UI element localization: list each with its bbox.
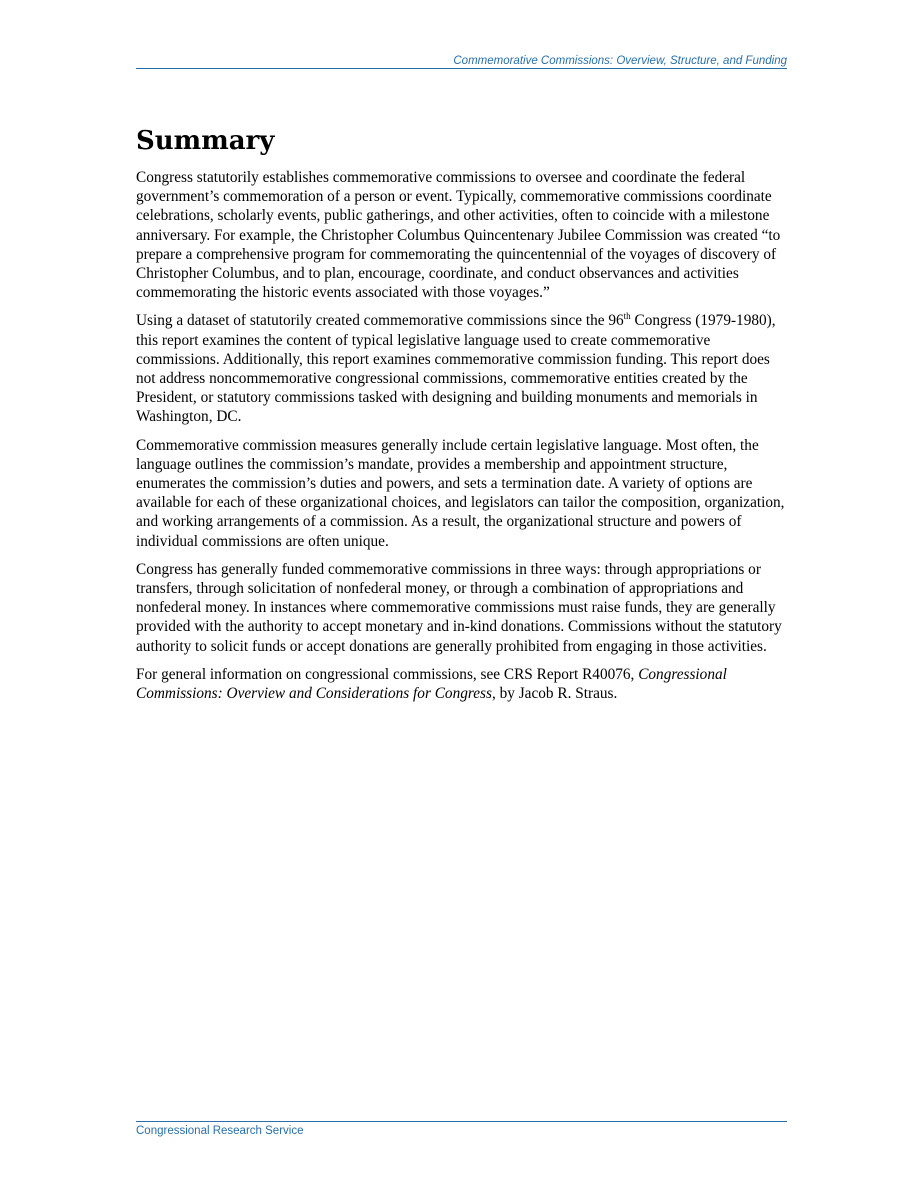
ordinal-superscript: th xyxy=(623,311,631,322)
summary-paragraph-3: Commemorative commission measures generally include certain legislative language. Most often, the language outlines the commission’s mandate, provides a membership and appointment structure, enumerates the commission’s duties and powers, and sets a termination date. A variety of options are available for each of these organizational choices, and legislators can tailor the composition, organization, and working arrangements of a commission. As a result, the organizational structure and powers of individual commissions are often unique. xyxy=(136,436,785,550)
paragraph-2-text-end: Congress (1979-1980), this report examines the content of typical legislative language used to create commemorative commissions. Additionally, this report examines commemorative commission funding. This report does not address noncommemorative congressional commissions, commemorative entities created by the President, or statutory commissions tasked with designing and building monuments and memorials in Washington, DC. xyxy=(136,312,776,426)
summary-paragraph-5 xyxy=(136,665,788,703)
summary-paragraph-1: Congress statutorily establishes commemorative commissions to oversee and coordinate the federal government’s commemoration of a person or event. Typically, commemorative commissions coordinate celebrations, scholarly events, public gatherings, and other activities, often to coincide with a milestone anniversary. For example, the Christopher Columbus Quincentenary Jubilee Commission was created “to prepare a comprehensive program for commemorating the quincentennial of the voyages of discovery of Christopher Columbus, and to plan, encourage, coordinate, and conduct observances and activities commemorating the historic events associated with those voyages.” xyxy=(136,169,781,302)
paragraph-2-text-start: Using a dataset of statutorily created commemorative commissions since the 96 xyxy=(136,312,624,330)
summary-paragraph-2 xyxy=(136,311,788,426)
running-header: Commemorative Commissions: Overview, Structure, and Funding xyxy=(136,54,787,69)
report-title-citation: Congressional Commissions: Overview and Considerations for Congress xyxy=(136,665,727,703)
paragraph-5-text-end: , by Jacob R. Straus. xyxy=(491,685,618,703)
summary-paragraph-4: Congress has generally funded commemorative commissions in three ways: through appropriations or transfers, through solicitation of nonfederal money, or through a combination of appropriations and nonfederal money. In instances where commemorative commissions must raise funds, they are generally provided with the authority to accept monetary and in-kind donations. Commissions without the statutory authority to solicit funds or accept donations are generally prohibited from engaging in those activities. xyxy=(136,560,782,655)
page-footer: Congressional Research Service xyxy=(136,1121,787,1138)
summary-section xyxy=(136,122,788,712)
paragraph-5-text-start: For general information on congressional commissions, see CRS Report R40076, xyxy=(136,665,639,683)
section-heading: Summary xyxy=(136,126,275,156)
